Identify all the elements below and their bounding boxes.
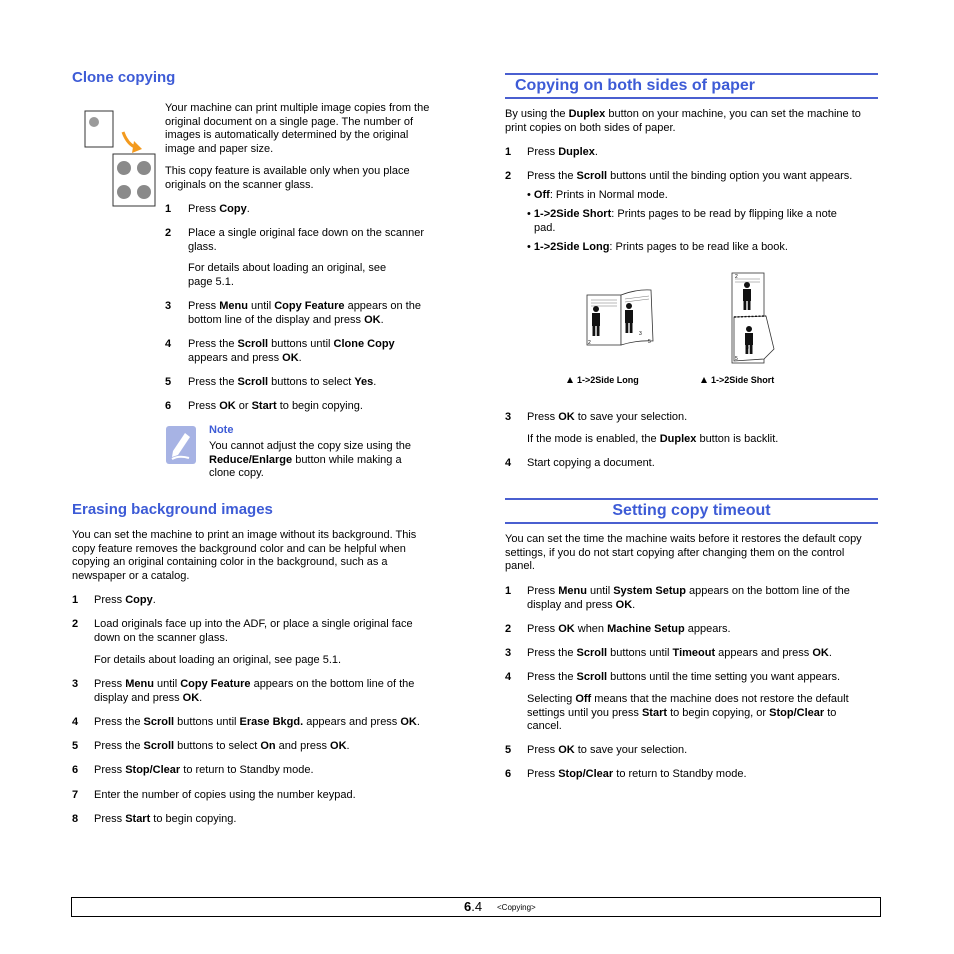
step-number: 7 [72, 789, 79, 801]
step-number: 2 [165, 227, 172, 239]
step-number: 1 [505, 146, 512, 158]
page-label: 2 [588, 340, 591, 346]
note-text: You cannot adjust the copy size using the Reduce/Enlarge button while making a clone copy. [209, 440, 412, 479]
duplex-option-long: • 1->2Side Long: Prints pages to be read like a book. [527, 241, 788, 253]
step-number: 4 [72, 716, 79, 728]
copy-timeout-heading: Setting copy timeout [505, 498, 878, 524]
erase-step-7: Enter the number of copies using the number keypad. [94, 789, 356, 801]
clone-step-2: Place a single original face down on the scanner glass. [188, 227, 425, 253]
timeout-step-3: Press the Scroll buttons until Timeout appears and press OK. [527, 647, 832, 659]
step-number: 6 [165, 400, 172, 412]
side-long-illustration [585, 287, 657, 347]
duplex-intro: By using the Duplex button on your machine, you can set the machine to print copies on both sides of paper. [505, 108, 861, 134]
step-number: 2 [72, 618, 79, 630]
erase-step-3: Press Menu until Copy Feature appears on the bottom line of the display and press OK. [94, 678, 415, 704]
erasing-background-heading: Erasing background images [72, 501, 273, 518]
page-label: 3 [639, 331, 642, 337]
triangle-icon [567, 377, 573, 383]
duplex-option-short: • 1->2Side Short: Prints pages to be read by flipping like a note pad. [527, 208, 837, 234]
step-number: 2 [505, 170, 512, 182]
timeout-intro: You can set the time the machine waits before it restores the default copy settings, if you do not start copying after changing them on the control panel. [505, 533, 862, 572]
step-number: 3 [72, 678, 79, 690]
step-number: 4 [165, 338, 172, 350]
page-label: 3 [746, 345, 749, 351]
side-long-caption: 1->2Side Long [567, 374, 639, 388]
duplex-option-off: • Off: Prints in Normal mode. [527, 189, 668, 201]
erase-step-2: Load originals face up into the ADF, or place a single original face down on the scanner glass. [94, 618, 413, 644]
step-number: 8 [72, 813, 79, 825]
chapter-label: <Copying> [497, 903, 536, 912]
clone-copy-illustration [84, 110, 156, 208]
side-short-caption: 1->2Side Short [701, 374, 774, 388]
step-number: 5 [505, 744, 512, 756]
erase-step-1: Press Copy. [94, 594, 156, 606]
erase-step-5: Press the Scroll buttons to select On and press OK. [94, 740, 350, 752]
note-icon [165, 425, 197, 465]
timeout-step-1: Press Menu until System Setup appears on the bottom line of the display and press OK. [527, 585, 850, 611]
step-number: 2 [505, 623, 512, 635]
page-footer [71, 897, 881, 917]
erase-step-8: Press Start to begin copying. [94, 813, 237, 825]
page-label: 5 [648, 339, 651, 345]
side-short-illustration [730, 271, 776, 365]
step-number: 1 [72, 594, 79, 606]
step-number: 6 [505, 768, 512, 780]
clone-step-4: Press the Scroll buttons until Clone Copy appears and press OK. [188, 338, 395, 364]
step-number: 1 [505, 585, 512, 597]
timeout-step-4: Press the Scroll buttons until the time setting you want appears. [527, 671, 841, 683]
arrow-icon [132, 141, 142, 153]
step-number: 6 [72, 764, 79, 776]
step-number: 4 [505, 457, 512, 469]
step-number: 3 [165, 300, 172, 312]
clone-step-3: Press Menu until Copy Feature appears on the bottom line of the display and press OK. [188, 300, 421, 326]
duplex-step-2: Press the Scroll buttons until the binding option you want appears. [527, 170, 853, 182]
erase-intro: You can set the machine to print an image without its background. This copy feature removes the background color and can be helpful when copying an original containing color in the background, such as a newspaper or a catalog. [72, 529, 417, 582]
step-number: 3 [505, 647, 512, 659]
duplex-step-1: Press Duplex. [527, 146, 598, 158]
step-number: 5 [165, 376, 172, 388]
erase-step-6: Press Stop/Clear to return to Standby mode. [94, 764, 314, 776]
triangle-icon [701, 377, 707, 383]
clone-availability: This copy feature is available only when you place originals on the scanner glass. [165, 165, 410, 191]
duplex-heading: Copying on both sides of paper [505, 73, 878, 99]
step-number: 3 [505, 411, 512, 423]
timeout-step-4-detail: Selecting Off means that the machine does not restore the default settings until you press Start to begin copying, or Stop/Clear to cancel. [527, 693, 849, 732]
timeout-step-5: Press OK to save your selection. [527, 744, 688, 756]
clone-step-5: Press the Scroll buttons to select Yes. [188, 376, 377, 388]
clone-copying-heading: Clone copying [72, 69, 176, 86]
apple-icon [89, 117, 99, 127]
erase-step-4: Press the Scroll buttons until Erase Bkgd. appears and press OK. [94, 716, 420, 728]
duplex-step-4: Start copying a document. [527, 457, 655, 469]
clone-step-2-detail: For details about loading an original, see page 5.1. [188, 262, 387, 288]
step-number: 5 [72, 740, 79, 752]
page-label: 2 [735, 274, 738, 280]
erase-step-2-detail: For details about loading an original, see page 5.1. [94, 654, 342, 666]
clone-intro: Your machine can print multiple image copies from the original document on a single page. The number of images is automatically determined by the original image and paper size. [165, 102, 430, 155]
step-number: 4 [505, 671, 512, 683]
duplex-step-3: Press OK to save your selection. [527, 411, 688, 423]
page-number: 6.4 [464, 899, 483, 914]
duplex-step-3-detail: If the mode is enabled, the Duplex button is backlit. [527, 433, 779, 445]
clone-step-1: Press Copy. [188, 203, 250, 215]
step-number: 1 [165, 203, 172, 215]
note-title: Note [209, 424, 234, 436]
timeout-step-6: Press Stop/Clear to return to Standby mode. [527, 768, 747, 780]
page-label: 5 [735, 356, 738, 362]
clone-step-6: Press OK or Start to begin copying. [188, 400, 363, 412]
timeout-step-2: Press OK when Machine Setup appears. [527, 623, 731, 635]
